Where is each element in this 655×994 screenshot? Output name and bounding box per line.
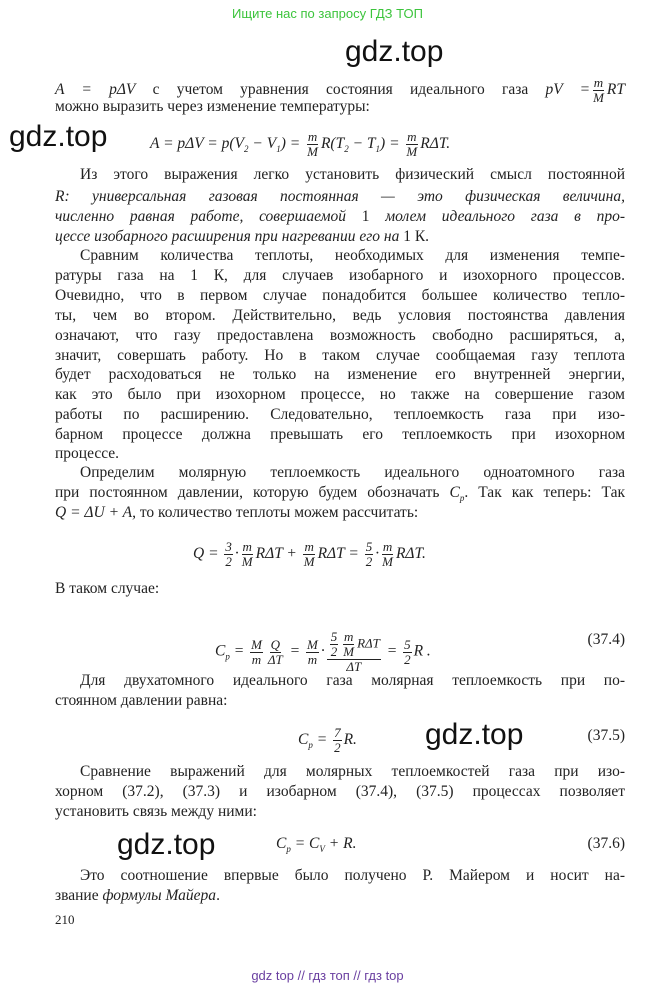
text-line: Q = ΔU + A, то количество теплоты можем рассчитать: <box>55 504 419 521</box>
footer-links[interactable]: gdz top // гдз топ // гдз top <box>251 968 404 983</box>
watermark: gdz.top <box>425 718 524 751</box>
text-line: Сравним количества теплоты, необходимых для изменения темпе- <box>80 247 625 264</box>
equation-number: (37.4) <box>587 631 625 648</box>
page-number: 210 <box>55 912 75 927</box>
equation-number: (37.6) <box>587 835 625 852</box>
text-line: R: универсальная газовая постоянная — это физическая величина, <box>55 188 625 205</box>
text-line: стоянном давлении равна: <box>55 692 228 709</box>
text-line: процессе. <box>55 445 120 462</box>
equation-mayer: $C_p = C_V + R$. <box>276 835 357 855</box>
text-line: при постоянном давлении, которую будем обозначать $C_p$. Так как теперь: Так <box>55 484 626 504</box>
text-line: значит, совершать работу. Но в таком случае сообщаемая газу теплота <box>55 347 625 364</box>
text-line: как это было при изохорном процессе, но также на совершение газом <box>55 386 625 403</box>
text-line: хорном (37.2), (37.3) и изобарном (37.4), (37.5) процессах позволяет <box>55 783 625 800</box>
text-line: Сравнение выражений для молярных теплоемкостей газа при изо- <box>80 763 625 780</box>
text-line: Это соотношение впервые было получено Р. Майером и носит на- <box>80 867 625 884</box>
equation-cp-monatomic: $C_p$ = $\frac{M}{m}$ $\frac{Q}{\Delta T}$ = $\frac{M}{m}$ · $\frac{5}{2}$ $\frac{m}{M}$ RΔT ΔT = $\frac{5}{2}$ R . <box>215 629 431 674</box>
text-line: В таком случае: <box>55 580 160 597</box>
text-line: барном процессе должна превышать его теплоемкость при изохорном <box>55 426 625 443</box>
equation-number: (37.5) <box>587 727 625 744</box>
text-line: установить связь между ними: <box>55 803 257 820</box>
equation-heat: Q = $\frac{3}{2}$ · $\frac{m}{M}$ RΔT + $\frac{m}{M}$ RΔT = $\frac{5}{2}$ · $\frac{m}{M}$ RΔT. <box>193 539 426 569</box>
text-line: ратуры газа на 1 К, для случаев изобарного и изохорного процессов. <box>55 267 625 284</box>
text-line: будет расходоваться не только на изменение его внутренней энергии, <box>55 366 625 383</box>
text-line: A = pΔV с учетом уравнения состояния идеального газа pV = $\frac{m}{M}$ RT <box>55 75 626 105</box>
watermark: gdz.top <box>9 120 108 153</box>
text-line: Для двухатомного идеального газа молярная теплоемкость при по- <box>80 672 625 689</box>
text-line: работы по расширению. Следовательно, теплоемкость газа при изо- <box>55 406 625 423</box>
equation-cp-diatomic: $C_p$ = $\frac{7}{2}$ R. <box>298 725 357 755</box>
watermark: gdz.top <box>117 828 216 861</box>
text-line: ты, чем во втором. Действительно, ведь условия постоянства давления <box>55 307 625 324</box>
watermark: gdz.top <box>345 35 444 68</box>
text-line: численно равная работе, совершаемой 1 молем идеального газа в про- <box>55 208 626 225</box>
equation-work: $A = p\Delta V = p(V_2 - V_1)$ = $\frac{m}{M}$ $R(T_2 - T_1)$ = $\frac{m}{M}$ RΔT. <box>150 129 451 159</box>
text-line: звание формулы Майера. <box>55 887 220 904</box>
text-line: Очевидно, что в первом случае понадобится большее количество тепло- <box>55 287 625 304</box>
text-line: Из этого выражения легко установить физический смысл постоянной <box>80 166 625 183</box>
text-line: можно выразить через изменение температуры: <box>55 98 370 115</box>
text-line: означают, что газу предоставлена возможность свободно расширяться, а, <box>55 327 625 344</box>
search-hint-banner[interactable]: Ищите нас по запросу ГДЗ ТОП <box>232 6 423 21</box>
text-line: цессе изобарного расширения при нагревании его на 1 К. <box>55 228 430 245</box>
text-line: Определим молярную теплоемкость идеального одноатомного газа <box>80 464 625 481</box>
